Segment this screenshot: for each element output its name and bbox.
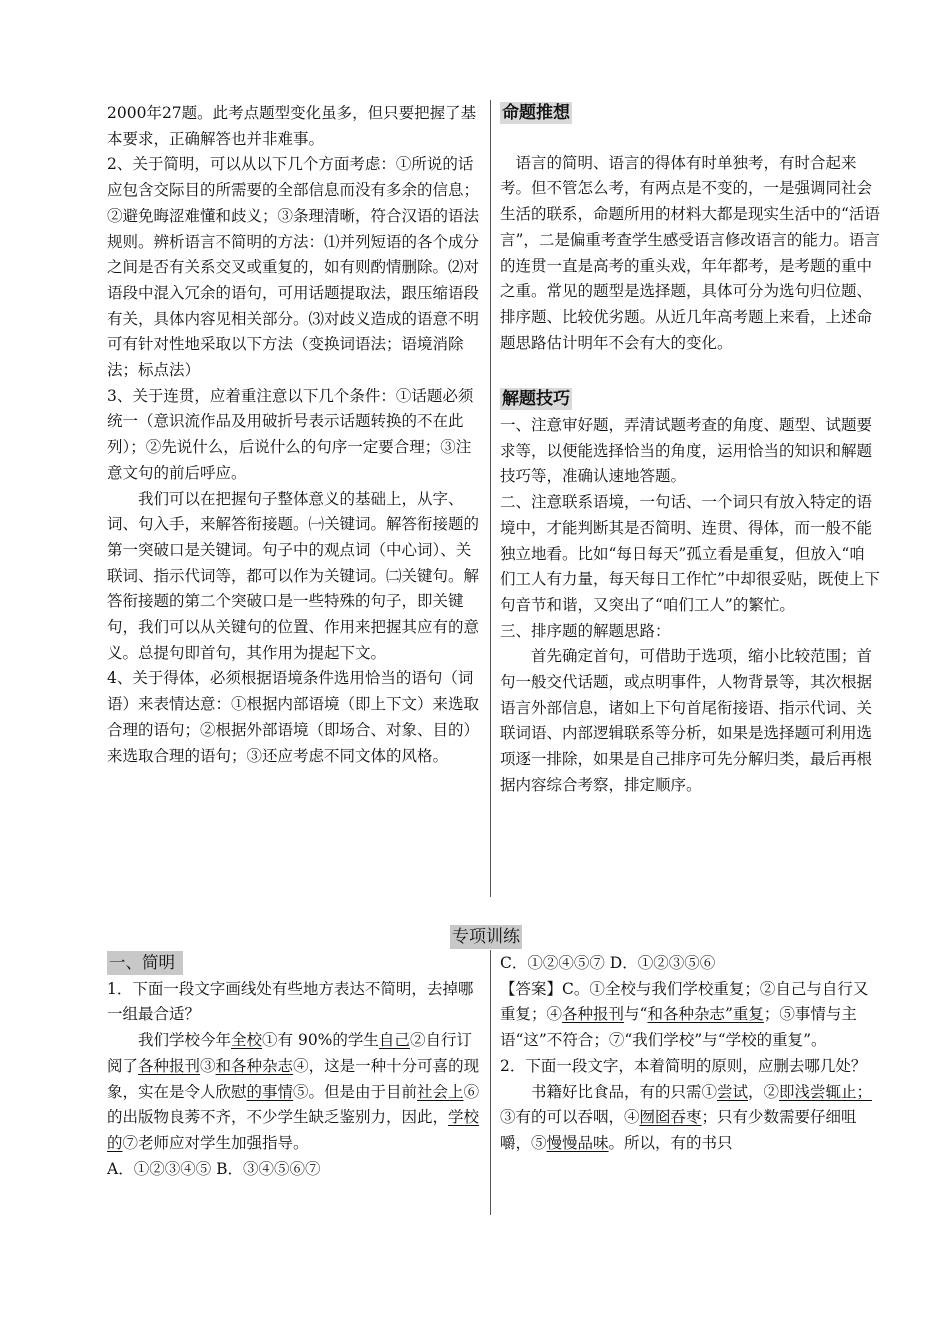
underlined-phrase: 全校 [231, 1031, 263, 1050]
underlined-phrase: 慢慢品味 [546, 1133, 609, 1152]
underlined-phrase: 囫囵吞枣 [639, 1108, 702, 1127]
question-1-stem: 1．下面一段文字画线处有些地方表达不简明，去掉哪一组最合适？ [107, 979, 474, 1024]
question-2-passage: 书籍好比食品，有的只需①尝试，②即浅尝辄止；③有的可以吞咽，④囫囵吞枣；只有少数需要仔细咀嚼，⑤慢慢品味。所以，有的书只 [500, 1082, 873, 1152]
subsection-title: 一、简明 [107, 951, 183, 975]
underlined-phrase: 学校的 [107, 1108, 480, 1152]
question-2-stem: 2．下面一段文字，本着简明的原则，应删去哪几处？ [500, 1056, 867, 1075]
question-1-answer: 【答案】C。①全校与我们学校重复；②自己与自行又重复；④各种报刊与“和各种杂志”重复；⑤事情与主语“这”不符合；⑦“我们学校”与“学校的重复”。 [500, 979, 869, 1050]
right-paragraph-4: 三、排序题的解题思路： [500, 621, 671, 640]
underlined-phrase: 自己 [378, 1031, 410, 1050]
heading-techniques: 解题技巧 [502, 389, 570, 410]
right-paragraph-2: 一、注意审好题，弄清试题考查的角度、题型、试题要求等，以便能选择恰当的角度，运用恰当的知识和解题技巧等，准确认速地答题。 [500, 416, 873, 486]
underlined-phrase: 和各种杂志 [215, 1056, 294, 1075]
exercise-right-column [500, 951, 880, 1157]
heading-proposition: 命题推想 [502, 103, 570, 123]
left-column [107, 101, 482, 769]
right-paragraph-3: 二、注意联系语境，一句话、一个词只有放入特定的语境中，才能判断其是否简明、连贯、得体，而一般不能独立地看。比如“每日每天”孤立看是重复，但放入“咱们工人有力量，每天每日工作忙”中却很妥贴，既使上下句音节和谐，又突出了“咱们工人”的繁忙。 [500, 493, 880, 614]
left-paragraph-5: 4、关于得体，必须根据语境条件选用恰当的语句（词语）来表情达意：①根据内部语境（即上下文）来选取合理的语句；②根据外部语境（即场合、对象、目的）来选取合理的语句；③还应考虑不同文体的风格。 [107, 669, 480, 765]
left-paragraph-2: 2、关于简明，可以从以下几个方面考虑：①所说的话应包含交际目的所需要的全部信息而没有多余的信息；②避免晦涩难懂和歧义；③条理清晰，符合汉语的语法规则。辨析语言不简明的方法：⑴并列短语的各个成分之间是否有关系交叉或重复的，如有则酌情删除。⑵对语段中混入冗余的语句，可用话题提取法，跟压缩语段有关，具体内容见相关部分。⑶对歧义造成的语意不明可有针对性地采取以下方法（变换词语法；语境消除法；标点法） [107, 155, 480, 380]
underlined-phrase: 即浅尝辄止； [779, 1082, 873, 1101]
question-1-options-ab: A．①②③④⑤ B．③④⑤⑥⑦ [107, 1159, 321, 1178]
left-paragraph-1: 2000年27题。此考点题型变化虽多，但只要把握了基本要求，正确解答也并非难事。 [107, 104, 477, 148]
right-paragraph-1: 语言的简明、语言的得体有时单独考，有时合起来考。但不管怎么考，有两点是不变的，一是强调同社会生活的联系，命题所用的材料大都是现实生活中的“活语言”，二是偏重考查学生感受语言修改语言的能力。语言的连贯一直是高考的重头戏，年年都考，是考题的重中之重。常见的题型是选择题，具体可分为选句归位题、排序题、比较优劣题。从近几年高考题上来看，上述命题思路估计明年不会有大的变化。 [500, 153, 880, 352]
exercise-left-column [107, 951, 482, 1182]
right-paragraph-5: 首先确定首句，可借助于选项，缩小比较范围；首句一般交代话题，或点明事件，人物背景等，其次根据语言外部信息，诸如上下句首尾衔接语、指示代词、关联词语、内部逻辑联系等分析，如果是选择题可利用选项逐一排除，如果是自己排序可先分解归类，最后再根据内容综合考察，排定顺序。 [500, 647, 873, 794]
column-divider-top [490, 100, 491, 897]
left-paragraph-4: 我们可以在把握句子整体意义的基础上，从字、词、句入手，来解答衔接题。㈠关键词。解答衔接题的第一突破口是关键词。句子中的观点词（中心词）、关联词、指示代词等，都可以作为关键词。㈡关键句。解答衔接题的第二个突破口是一些特殊的句子，即关键句，我们可以从关键句的位置、作用来把握其应有的意义。总提句即首句，其作用为提起下文。 [107, 489, 480, 662]
underlined-phrase: 各种报刊 [138, 1056, 201, 1075]
underlined-phrase: 尝试 [717, 1082, 749, 1101]
underlined-phrase: 各种报刊 [562, 1005, 625, 1024]
section-title: 专项训练 [452, 927, 520, 947]
left-paragraph-3: 3、关于连贯，应着重注意以下几个条件：①话题必须统一（意识流作品及用破折号表示话题转换的不在此列）；②先说什么，后说什么的句序一定要合理；③注意文句的前后呼应。 [107, 386, 474, 482]
underlined-phrase: 和各种杂志”重复 [647, 1005, 764, 1024]
right-column [500, 101, 880, 799]
underlined-phrase: 社会上 [417, 1082, 464, 1101]
column-divider-bottom [490, 950, 491, 1215]
question-1-passage: 我们学校今年全校①有 90%的学生自己②自行订阅了各种报刊③和各种杂志④，这是一种十分可喜的现象，实在是令人欣慰的事情⑤。但是由于目前社会上⑥的出版物良莠不齐，不少学生缺乏鉴别力，因此，学校的⑦老师应对学生加强指导。 [107, 1031, 480, 1152]
question-1-options-cd: C．①②④⑤⑦ D．①②③⑤⑥ [500, 954, 716, 972]
underlined-phrase: 的事情 [246, 1082, 294, 1101]
